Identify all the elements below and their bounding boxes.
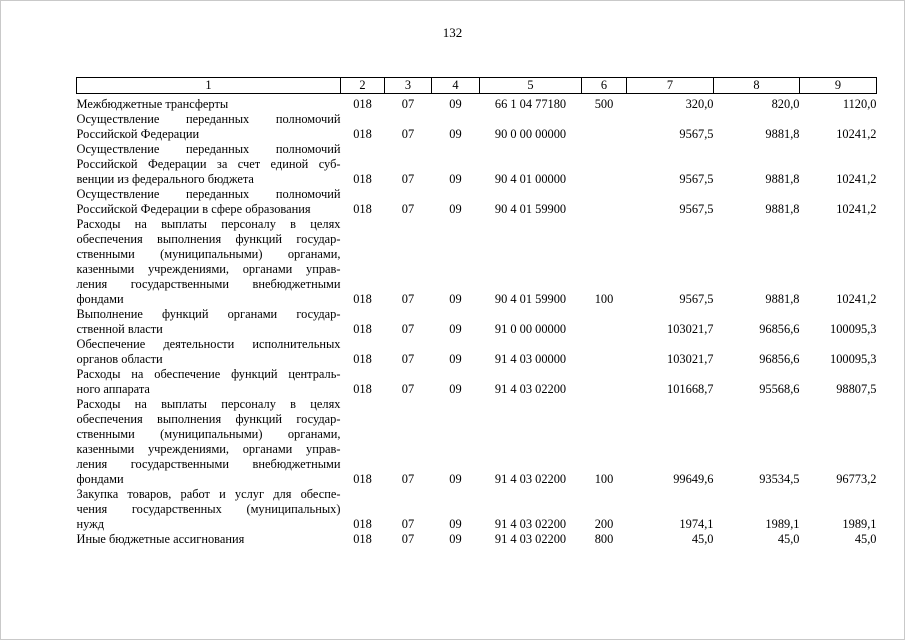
cell-col-9: 10241,2 (836, 292, 877, 306)
cell-col-3: 07 (401, 292, 415, 306)
cell-col-3: 07 (401, 97, 415, 111)
cell-col-4: 09 (449, 202, 462, 216)
row-name-line: венции из федерального бюджета (76, 172, 254, 186)
cell-col-7: 101668,7 (667, 382, 714, 396)
cell-col-8: 45,0 (777, 532, 800, 546)
cell-col-3: 07 (401, 127, 415, 141)
cell-col-6: 100 (594, 472, 614, 486)
row-name-line: Закупка товаров, работ и услуг для обеспе- (76, 487, 341, 501)
row-name-line: ления государственными внебюджетными (76, 277, 341, 291)
row-name-line: ления государственными внебюджетными (76, 457, 341, 471)
cell-col-4: 09 (449, 352, 462, 366)
cell-col-8: 96856,6 (759, 352, 800, 366)
cell-col-8: 1989,1 (765, 517, 800, 531)
cell-col-7: 45,0 (691, 532, 714, 546)
cell-col-2: 018 (353, 352, 372, 366)
cell-col-3: 07 (401, 172, 415, 186)
cell-col-9: 10241,2 (836, 172, 877, 186)
row-name-line: Осуществление переданных полномочий (76, 142, 341, 156)
budget-table (76, 77, 877, 547)
table-row (77, 94, 877, 113)
row-name-cell (77, 487, 341, 532)
cell-col-2: 018 (353, 322, 372, 336)
cell-col-6 (582, 112, 627, 142)
cell-col-5: 91 4 03 02200 (494, 472, 567, 486)
cell-col-5: 90 4 01 59900 (494, 292, 567, 306)
cell-col-3: 07 (401, 532, 415, 546)
cell-col-7: 103021,7 (667, 322, 714, 336)
row-name-line: Осуществление переданных полномочий (76, 187, 341, 201)
cell-col-6: 100 (594, 292, 614, 306)
cell-col-7: 1974,1 (679, 517, 714, 531)
cell-col-4: 09 (449, 172, 462, 186)
row-name-line: Выполнение функций органами государ- (76, 307, 341, 321)
cell-col-7: 9567,5 (679, 127, 714, 141)
cell-col-9: 100095,3 (830, 352, 877, 366)
column-header: 1 (77, 78, 341, 94)
row-name-line: Российской Федерации за счет единой суб- (76, 157, 341, 171)
cell-col-5: 91 4 03 02200 (494, 517, 567, 531)
cell-col-3: 07 (401, 382, 415, 396)
row-name-line: Российской Федерации (76, 127, 200, 141)
column-header: 8 (714, 78, 800, 94)
cell-col-3: 07 (401, 322, 415, 336)
row-name-line: казенными учреждениями, органами управ- (76, 262, 341, 276)
row-name-cell (77, 337, 341, 367)
table-header-row (77, 78, 877, 94)
row-name-line: обеспечения выполнения функций государ- (76, 412, 341, 426)
cell-col-4: 09 (449, 532, 462, 546)
cell-col-9: 96773,2 (836, 472, 877, 486)
table-row (77, 187, 877, 217)
table-header (77, 78, 877, 94)
row-name-line: ственными (муниципальными) органами, (76, 427, 341, 441)
cell-col-8: 9881,8 (765, 202, 800, 216)
cell-col-9: 1989,1 (842, 517, 877, 531)
cell-col-2: 018 (353, 472, 372, 486)
cell-col-5: 90 0 00 00000 (494, 127, 567, 141)
cell-col-5: 90 4 01 00000 (494, 172, 567, 186)
column-header: 6 (582, 78, 627, 94)
cell-col-9: 45,0 (854, 532, 877, 546)
cell-col-6: 800 (594, 532, 614, 546)
column-header: 4 (432, 78, 480, 94)
row-name-line: обеспечения выполнения функций государ- (76, 232, 341, 246)
cell-col-2: 018 (353, 127, 372, 141)
cell-col-6 (582, 142, 627, 187)
row-name-line: фондами (76, 292, 124, 306)
cell-col-8: 820,0 (771, 97, 800, 111)
cell-col-2: 018 (353, 97, 372, 111)
column-header: 3 (385, 78, 432, 94)
cell-col-7: 99649,6 (673, 472, 714, 486)
cell-col-7: 320,0 (685, 97, 714, 111)
table-row (77, 532, 877, 547)
cell-col-5: 91 0 00 00000 (494, 322, 567, 336)
cell-col-7: 9567,5 (679, 292, 714, 306)
row-name-cell (77, 532, 341, 547)
cell-col-5: 91 4 03 00000 (494, 352, 567, 366)
cell-col-2: 018 (353, 532, 372, 546)
column-header: 7 (627, 78, 714, 94)
cell-col-4: 09 (449, 127, 462, 141)
row-name-line: чения государственных (муниципальных) (76, 502, 341, 516)
row-name-line: казенными учреждениями, органами управ- (76, 442, 341, 456)
cell-col-2: 018 (353, 172, 372, 186)
cell-col-3: 07 (401, 202, 415, 216)
cell-col-8: 9881,8 (765, 127, 800, 141)
cell-col-9: 1120,0 (842, 97, 877, 111)
cell-col-2: 018 (353, 202, 372, 216)
cell-col-8: 9881,8 (765, 172, 800, 186)
table-row (77, 217, 877, 307)
cell-col-4: 09 (449, 382, 462, 396)
page-number: 132 (442, 25, 463, 40)
row-name-line: Обеспечение деятельности исполнительных (76, 337, 341, 351)
row-name-line: Осуществление переданных полномочий (76, 112, 341, 126)
cell-col-6 (582, 337, 627, 367)
cell-col-9: 10241,2 (836, 127, 877, 141)
row-name-line: Расходы на обеспечение функций централь- (76, 367, 341, 381)
cell-col-7: 9567,5 (679, 202, 714, 216)
cell-col-4: 09 (449, 322, 462, 336)
row-name-cell (77, 142, 341, 187)
row-name-line: нужд (76, 517, 105, 531)
cell-col-5: 91 4 03 02200 (494, 382, 567, 396)
cell-col-5: 90 4 01 59900 (494, 202, 567, 216)
cell-col-2: 018 (353, 382, 372, 396)
table-row (77, 142, 877, 187)
cell-col-6 (582, 307, 627, 337)
cell-col-7: 103021,7 (667, 352, 714, 366)
column-header: 9 (800, 78, 877, 94)
cell-col-6 (582, 367, 627, 397)
cell-col-2: 018 (353, 517, 372, 531)
cell-col-4: 09 (449, 97, 462, 111)
table-body (77, 94, 877, 548)
cell-col-7: 9567,5 (679, 172, 714, 186)
cell-col-8: 93534,5 (759, 472, 800, 486)
cell-col-3: 07 (401, 517, 415, 531)
row-name-line: Иные бюджетные ассигнования (76, 532, 245, 546)
row-name-line: органов области (76, 352, 163, 366)
table-row (77, 337, 877, 367)
cell-col-9: 98807,5 (836, 382, 877, 396)
row-name-line: Межбюджетные трансферты (76, 97, 229, 111)
column-header: 2 (341, 78, 385, 94)
cell-col-2: 018 (353, 292, 372, 306)
cell-col-8: 9881,8 (765, 292, 800, 306)
row-name-line: ного аппарата (76, 382, 150, 396)
cell-col-9: 100095,3 (830, 322, 877, 336)
table-row (77, 367, 877, 397)
column-header: 5 (480, 78, 582, 94)
cell-col-3: 07 (401, 352, 415, 366)
cell-col-6: 200 (594, 517, 614, 531)
row-name-line: ственными (муниципальными) органами, (76, 247, 341, 261)
row-name-cell (77, 187, 341, 217)
cell-col-3: 07 (401, 472, 415, 486)
row-name-cell (77, 397, 341, 487)
row-name-line: Расходы на выплаты персоналу в целях (76, 217, 341, 231)
cell-col-4: 09 (449, 472, 462, 486)
row-name-line: Расходы на выплаты персоналу в целях (76, 397, 341, 411)
table-row (77, 487, 877, 532)
table-row (77, 307, 877, 337)
cell-col-6 (582, 187, 627, 217)
row-name-line: ственной власти (76, 322, 163, 336)
row-name-cell (77, 112, 341, 142)
cell-col-5: 91 4 03 02200 (494, 532, 567, 546)
row-name-cell (77, 307, 341, 337)
cell-col-6: 500 (594, 97, 614, 111)
row-name-line: Российской Федерации в сфере образования (76, 202, 311, 216)
cell-col-4: 09 (449, 517, 462, 531)
cell-col-8: 95568,6 (759, 382, 800, 396)
table-row (77, 112, 877, 142)
row-name-cell (77, 217, 341, 307)
row-name-cell (77, 367, 341, 397)
cell-col-4: 09 (449, 292, 462, 306)
table-row (77, 397, 877, 487)
row-name-line: фондами (76, 472, 124, 486)
cell-col-8: 96856,6 (759, 322, 800, 336)
cell-col-9: 10241,2 (836, 202, 877, 216)
row-name-cell (77, 94, 341, 113)
cell-col-5: 66 1 04 77180 (494, 97, 567, 111)
